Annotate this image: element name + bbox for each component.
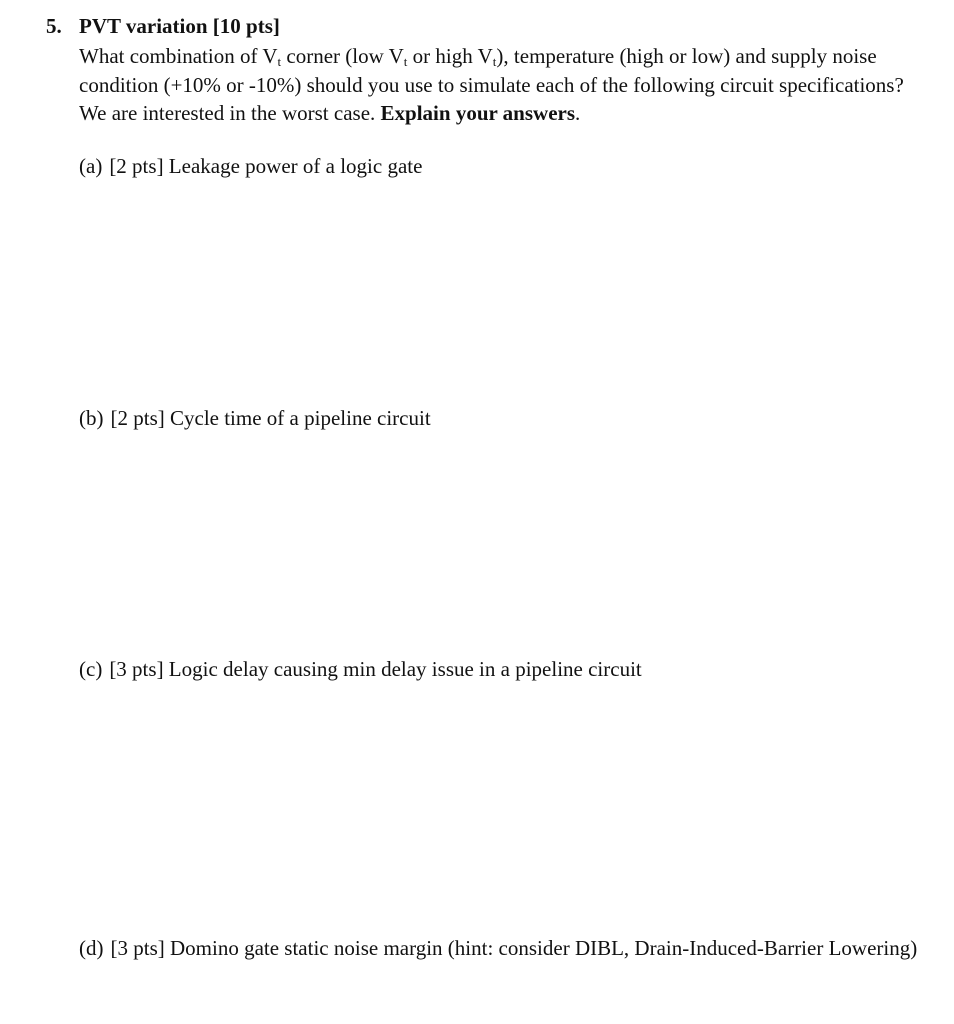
sub-question-d [79, 936, 917, 961]
intro-text: corner (low V [281, 44, 404, 68]
intro-text: . [575, 101, 581, 125]
intro-line-1 [79, 42, 939, 71]
intro-text: ), temperature (high or low) and supply noise [496, 44, 877, 68]
sub-question-label: (c) [79, 657, 103, 681]
intro-line-3 [79, 99, 939, 128]
sub-question-text: [2 pts] Leakage power of a logic gate [109, 154, 423, 178]
intro-text: What combination of V [79, 44, 278, 68]
question-heading [46, 14, 280, 39]
intro-text: or high V [407, 44, 493, 68]
sub-question-a [79, 154, 422, 179]
sub-question-label: (b) [79, 406, 104, 430]
question-title: PVT variation [10 pts] [79, 14, 280, 38]
subscript-t: t [277, 54, 282, 69]
sub-question-text: [3 pts] Domino gate static noise margin (hint: consider DIBL, Drain-Induced-Barrier Lowering) [110, 936, 918, 960]
sub-question-c [79, 657, 642, 682]
sub-question-text: [3 pts] Logic delay causing min delay issue in a pipeline circuit [109, 657, 642, 681]
intro-bold-text: Explain your answers [380, 101, 576, 125]
question-intro [79, 42, 939, 128]
sub-question-label: (a) [79, 154, 103, 178]
sub-question-text: [2 pts] Cycle time of a pipeline circuit [110, 406, 431, 430]
intro-line-2: condition (+10% or -10%) should you use to simulate each of the following circuit specifications? [79, 72, 904, 97]
intro-text: We are interested in the worst case. [79, 101, 381, 125]
subscript-t: t [403, 54, 408, 69]
sub-question-label: (d) [79, 936, 104, 960]
sub-question-b [79, 406, 431, 431]
subscript-t: t [492, 54, 497, 69]
question-number: 5. [46, 14, 62, 38]
